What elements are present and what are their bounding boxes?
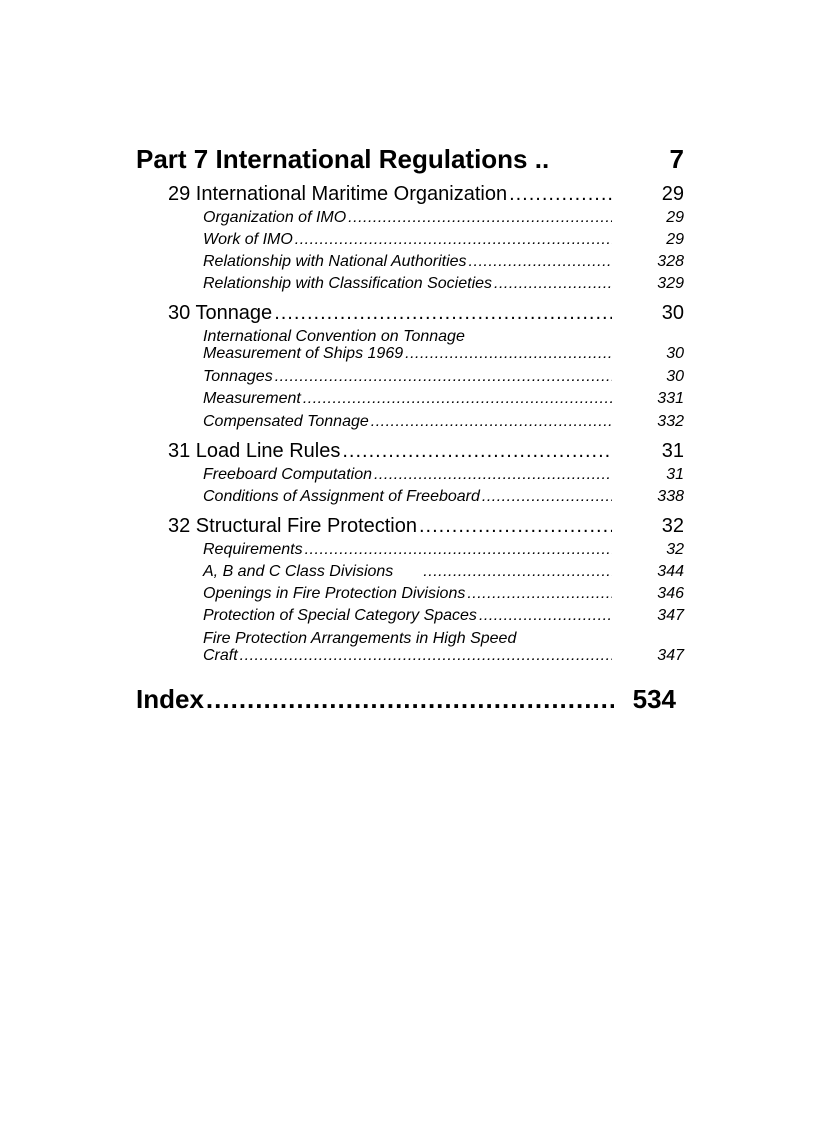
section-page: 30 bbox=[666, 368, 684, 385]
toc-section[interactable] bbox=[203, 541, 684, 559]
section-page: 29 bbox=[666, 209, 684, 226]
section-title: Measurement bbox=[203, 390, 301, 407]
toc-section[interactable] bbox=[203, 231, 684, 249]
chapter-title: 32 Structural Fire Protection bbox=[168, 515, 417, 537]
dot-leader bbox=[494, 275, 612, 293]
section-page: 329 bbox=[657, 275, 684, 292]
section-page: 328 bbox=[657, 253, 684, 270]
dot-leader bbox=[348, 209, 612, 227]
dot-leader bbox=[423, 563, 612, 581]
section-page: 32 bbox=[666, 541, 684, 558]
toc-chapter-32[interactable] bbox=[168, 515, 684, 538]
toc-section[interactable] bbox=[203, 390, 684, 408]
dot-leader bbox=[469, 253, 612, 271]
chapter-title: 29 International Maritime Organization bbox=[168, 183, 508, 205]
dot-leader bbox=[206, 684, 614, 715]
chapter-page: 31 bbox=[661, 440, 684, 462]
dot-leader bbox=[419, 515, 612, 538]
index-page: 534 bbox=[632, 684, 676, 714]
dot-leader bbox=[405, 345, 612, 363]
section-page: 331 bbox=[657, 390, 684, 407]
section-page: 338 bbox=[657, 488, 684, 505]
chapter-page: 32 bbox=[661, 515, 684, 537]
dot-leader bbox=[275, 368, 612, 386]
toc-section[interactable] bbox=[203, 466, 684, 484]
section-title: Measurement of Ships 1969 bbox=[203, 345, 404, 362]
chapter-page: 29 bbox=[661, 183, 684, 205]
dot-leader bbox=[295, 231, 612, 249]
section-page: 29 bbox=[666, 231, 684, 248]
toc-section[interactable] bbox=[203, 275, 684, 293]
section-title: Requirements bbox=[203, 541, 303, 558]
toc-chapter-29[interactable] bbox=[168, 183, 684, 206]
dot-leader bbox=[240, 647, 612, 665]
dot-leader bbox=[342, 440, 612, 463]
toc-section[interactable] bbox=[203, 607, 684, 625]
section-page: 30 bbox=[666, 345, 684, 362]
section-page: 347 bbox=[657, 647, 684, 664]
toc-section[interactable] bbox=[203, 488, 684, 506]
section-page: 344 bbox=[657, 563, 684, 580]
toc-section[interactable] bbox=[203, 209, 684, 227]
dot-leader bbox=[305, 541, 612, 559]
toc-section[interactable] bbox=[203, 585, 684, 603]
section-title-line1: International Convention on Tonnage bbox=[203, 328, 465, 345]
section-page: 31 bbox=[666, 466, 684, 483]
dot-leader bbox=[467, 585, 612, 603]
toc-chapter-30[interactable] bbox=[168, 302, 684, 325]
toc-part-7[interactable] bbox=[136, 144, 684, 175]
toc-section[interactable] bbox=[203, 368, 684, 386]
section-page: 346 bbox=[657, 585, 684, 602]
section-title: Openings in Fire Protection Divisions bbox=[203, 585, 466, 602]
section-title: Conditions of Assignment of Freeboard bbox=[203, 488, 480, 505]
section-title: Compensated Tonnage bbox=[203, 413, 369, 430]
toc-chapter-31[interactable] bbox=[168, 440, 684, 463]
dot-leader bbox=[482, 488, 612, 506]
toc-section[interactable] bbox=[203, 563, 684, 581]
part-page: 7 bbox=[669, 144, 684, 174]
section-title: Craft bbox=[203, 647, 238, 664]
section-title: Organization of IMO bbox=[203, 209, 347, 226]
chapter-title: 30 Tonnage bbox=[168, 302, 273, 324]
section-title: Freeboard Computation bbox=[203, 466, 372, 483]
section-title-line1: Fire Protection Arrangements in High Speed bbox=[203, 630, 517, 647]
section-title: Work of IMO bbox=[203, 231, 293, 248]
toc-index[interactable] bbox=[136, 684, 676, 715]
section-title: Relationship with National Authorities bbox=[203, 253, 467, 270]
section-page: 347 bbox=[657, 607, 684, 624]
dot-leader bbox=[374, 466, 612, 484]
toc-section[interactable] bbox=[203, 413, 684, 431]
chapter-title: 31 Load Line Rules bbox=[168, 440, 341, 462]
section-page: 332 bbox=[657, 413, 684, 430]
dot-leader bbox=[479, 607, 612, 625]
section-title: Tonnages bbox=[203, 368, 273, 385]
dot-leader bbox=[274, 302, 612, 325]
section-title: Relationship with Classification Societies bbox=[203, 275, 493, 292]
dot-leader bbox=[303, 390, 612, 408]
dot-leader bbox=[509, 183, 612, 206]
index-title: Index bbox=[136, 684, 204, 714]
section-title: Protection of Special Category Spaces bbox=[203, 607, 477, 624]
chapter-page: 30 bbox=[661, 302, 684, 324]
section-title: A, B and C Class Divisions bbox=[203, 563, 394, 580]
dot-leader bbox=[371, 413, 612, 431]
part-title: Part 7 International Regulations .. bbox=[136, 144, 550, 174]
toc-section[interactable] bbox=[203, 345, 684, 363]
toc-section[interactable] bbox=[203, 253, 684, 271]
toc-section[interactable] bbox=[203, 647, 684, 665]
